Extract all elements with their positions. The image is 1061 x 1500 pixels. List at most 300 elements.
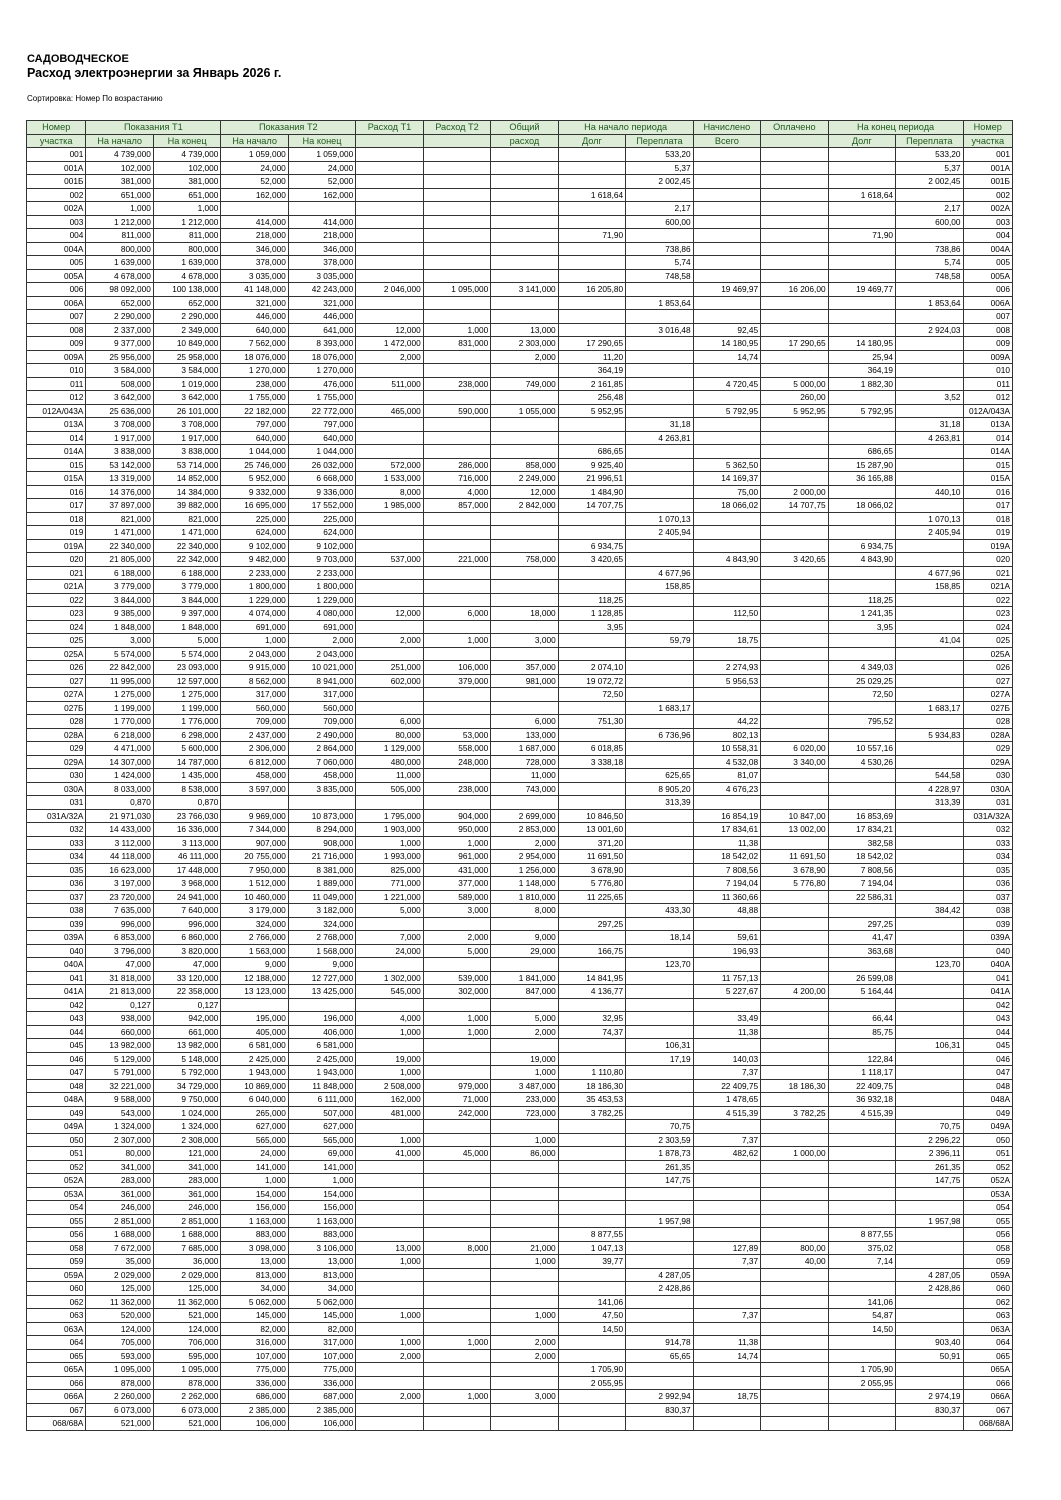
cell-end-overpay bbox=[896, 472, 963, 486]
cell-usage-t1: 465,000 bbox=[356, 404, 423, 418]
cell-usage-t2 bbox=[423, 1322, 490, 1336]
cell-usage-t1: 771,000 bbox=[356, 877, 423, 891]
cell-plot-right: 008 bbox=[963, 323, 1012, 337]
cell-start-overpay bbox=[626, 620, 693, 634]
cell-t2-start: 5 062,000 bbox=[221, 1295, 288, 1309]
cell-t1-end: 652,000 bbox=[153, 296, 220, 310]
cell-start-debt bbox=[558, 161, 625, 175]
cell-usage-t1: 1 993,000 bbox=[356, 850, 423, 864]
cell-t1-start: 22 340,000 bbox=[86, 539, 153, 553]
cell-t2-start: 145,000 bbox=[221, 1309, 288, 1323]
cell-usage-t1 bbox=[356, 1228, 423, 1242]
cell-start-overpay bbox=[626, 404, 693, 418]
cell-usage-t1 bbox=[356, 796, 423, 810]
cell-total: 3,000 bbox=[491, 634, 558, 648]
cell-start-overpay: 123,70 bbox=[626, 958, 693, 972]
cell-t1-end: 1,000 bbox=[153, 202, 220, 216]
cell-t1-start: 508,000 bbox=[86, 377, 153, 391]
cell-start-overpay bbox=[626, 1066, 693, 1080]
cell-start-overpay: 8 905,20 bbox=[626, 782, 693, 796]
cell-t1-start: 3 844,000 bbox=[86, 593, 153, 607]
table-row bbox=[27, 823, 1013, 837]
cell-usage-t1 bbox=[356, 445, 423, 459]
cell-start-overpay bbox=[626, 310, 693, 324]
cell-t2-start: 1 044,000 bbox=[221, 445, 288, 459]
cell-usage-t1: 12,000 bbox=[356, 323, 423, 337]
cell-total: 2 303,000 bbox=[491, 337, 558, 351]
cell-t2-end: 2 043,000 bbox=[288, 647, 355, 661]
cell-t1-start: 23 720,000 bbox=[86, 890, 153, 904]
cell-charged bbox=[693, 1376, 760, 1390]
cell-t2-end: 640,000 bbox=[288, 431, 355, 445]
cell-plot-right: 006А bbox=[963, 296, 1012, 310]
cell-total: 728,000 bbox=[491, 755, 558, 769]
cell-plot-right: 001А bbox=[963, 161, 1012, 175]
report-title: Расход электроэнергии за Январь 2026 г. bbox=[27, 66, 282, 80]
cell-t2-end: 797,000 bbox=[288, 418, 355, 432]
table-row bbox=[27, 688, 1013, 702]
cell-end-overpay bbox=[896, 1228, 963, 1242]
cell-plot-right: 060 bbox=[963, 1282, 1012, 1296]
cell-end-debt bbox=[828, 647, 895, 661]
cell-usage-t2: 3,000 bbox=[423, 904, 490, 918]
cell-usage-t1: 4,000 bbox=[356, 1012, 423, 1026]
table-row bbox=[27, 202, 1013, 216]
cell-t2-start: 324,000 bbox=[221, 917, 288, 931]
cell-start-overpay bbox=[626, 836, 693, 850]
cell-t1-start: 878,000 bbox=[86, 1376, 153, 1390]
cell-total bbox=[491, 1214, 558, 1228]
cell-start-overpay: 313,39 bbox=[626, 796, 693, 810]
cell-t1-end: 12 597,000 bbox=[153, 674, 220, 688]
cell-usage-t2 bbox=[423, 188, 490, 202]
cell-t1-start: 996,000 bbox=[86, 917, 153, 931]
cell-usage-t2 bbox=[423, 1363, 490, 1377]
cell-start-overpay bbox=[626, 985, 693, 999]
cell-usage-t1: 2,000 bbox=[356, 1349, 423, 1363]
table-row bbox=[27, 161, 1013, 175]
cell-end-overpay: 4 263,81 bbox=[896, 431, 963, 445]
cell-t2-start: 13,000 bbox=[221, 1255, 288, 1269]
cell-total: 2 699,000 bbox=[491, 809, 558, 823]
cell-charged: 7,37 bbox=[693, 1309, 760, 1323]
table-row bbox=[27, 701, 1013, 715]
cell-charged bbox=[693, 256, 760, 270]
cell-plot: 026 bbox=[27, 661, 86, 675]
cell-t2-start: 1 059,000 bbox=[221, 148, 288, 162]
cell-paid bbox=[761, 1336, 828, 1350]
cell-usage-t2: 238,000 bbox=[423, 782, 490, 796]
cell-paid bbox=[761, 1268, 828, 1282]
cell-start-debt bbox=[558, 1160, 625, 1174]
cell-end-debt bbox=[828, 1187, 895, 1201]
cell-end-overpay bbox=[896, 337, 963, 351]
cell-paid bbox=[761, 1066, 828, 1080]
cell-start-debt: 1 047,13 bbox=[558, 1241, 625, 1255]
cell-end-debt: 6 934,75 bbox=[828, 539, 895, 553]
cell-total: 18,000 bbox=[491, 607, 558, 621]
cell-start-debt bbox=[558, 215, 625, 229]
subcol-plot-right: участка bbox=[963, 134, 1012, 148]
cell-paid bbox=[761, 418, 828, 432]
cell-t1-end: 1 639,000 bbox=[153, 256, 220, 270]
table-row bbox=[27, 1052, 1013, 1066]
cell-usage-t2 bbox=[423, 215, 490, 229]
cell-t2-start: 346,000 bbox=[221, 242, 288, 256]
cell-end-overpay: 313,39 bbox=[896, 796, 963, 810]
cell-paid: 260,00 bbox=[761, 391, 828, 405]
cell-plot: 064 bbox=[27, 1336, 86, 1350]
cell-start-overpay bbox=[626, 661, 693, 675]
cell-usage-t1: 545,000 bbox=[356, 985, 423, 999]
cell-paid bbox=[761, 1039, 828, 1053]
cell-plot-right: 020 bbox=[963, 553, 1012, 567]
cell-total: 3,000 bbox=[491, 1390, 558, 1404]
cell-start-debt: 47,50 bbox=[558, 1309, 625, 1323]
table-row bbox=[27, 1201, 1013, 1215]
cell-usage-t2 bbox=[423, 1160, 490, 1174]
cell-end-overpay bbox=[896, 458, 963, 472]
table-row bbox=[27, 229, 1013, 243]
cell-t2-end: 507,000 bbox=[288, 1106, 355, 1120]
cell-start-overpay: 600,00 bbox=[626, 215, 693, 229]
cell-t2-end: 2 233,000 bbox=[288, 566, 355, 580]
cell-plot: 054 bbox=[27, 1201, 86, 1215]
cell-total: 2,000 bbox=[491, 350, 558, 364]
cell-t1-start: 9 588,000 bbox=[86, 1093, 153, 1107]
cell-start-overpay bbox=[626, 1309, 693, 1323]
cell-start-debt bbox=[558, 1336, 625, 1350]
cell-t2-start: 1 943,000 bbox=[221, 1066, 288, 1080]
cell-usage-t1: 7,000 bbox=[356, 931, 423, 945]
cell-usage-t1 bbox=[356, 296, 423, 310]
cell-t1-start: 341,000 bbox=[86, 1160, 153, 1174]
cell-paid: 16 206,00 bbox=[761, 283, 828, 297]
cell-t1-start: 80,000 bbox=[86, 1147, 153, 1161]
cell-usage-t1: 2 046,000 bbox=[356, 283, 423, 297]
cell-paid bbox=[761, 715, 828, 729]
cell-usage-t1 bbox=[356, 1187, 423, 1201]
cell-end-debt: 1 118,17 bbox=[828, 1066, 895, 1080]
cell-t2-start: 686,000 bbox=[221, 1390, 288, 1404]
cell-start-debt bbox=[558, 647, 625, 661]
cell-t2-end: 141,000 bbox=[288, 1160, 355, 1174]
cell-plot-right: 054 bbox=[963, 1201, 1012, 1215]
cell-start-overpay bbox=[626, 1228, 693, 1242]
cell-t2-end: 11 848,000 bbox=[288, 1079, 355, 1093]
cell-usage-t2 bbox=[423, 539, 490, 553]
cell-usage-t2: 8,000 bbox=[423, 1241, 490, 1255]
cell-t2-end: 162,000 bbox=[288, 188, 355, 202]
cell-end-overpay: 4 228,97 bbox=[896, 782, 963, 796]
cell-t1-start: 651,000 bbox=[86, 188, 153, 202]
cell-t1-end: 1 688,000 bbox=[153, 1228, 220, 1242]
cell-end-overpay bbox=[896, 1376, 963, 1390]
cell-plot-right: 065А bbox=[963, 1363, 1012, 1377]
cell-paid bbox=[761, 431, 828, 445]
table-row bbox=[27, 958, 1013, 972]
cell-charged bbox=[693, 1214, 760, 1228]
table-row bbox=[27, 472, 1013, 486]
cell-paid bbox=[761, 526, 828, 540]
cell-plot-right: 037 bbox=[963, 890, 1012, 904]
table-row bbox=[27, 850, 1013, 864]
cell-end-overpay: 1 683,17 bbox=[896, 701, 963, 715]
cell-t2-end: 1 044,000 bbox=[288, 445, 355, 459]
cell-t1-end: 361,000 bbox=[153, 1187, 220, 1201]
cell-usage-t1 bbox=[356, 418, 423, 432]
cell-end-overpay bbox=[896, 890, 963, 904]
cell-t1-start: 0,870 bbox=[86, 796, 153, 810]
cell-usage-t1: 1,000 bbox=[356, 836, 423, 850]
cell-plot-right: 026 bbox=[963, 661, 1012, 675]
table-row bbox=[27, 350, 1013, 364]
table-row bbox=[27, 647, 1013, 661]
cell-plot: 022 bbox=[27, 593, 86, 607]
cell-start-overpay bbox=[626, 593, 693, 607]
cell-t1-end: 47,000 bbox=[153, 958, 220, 972]
cell-t2-start: 7 562,000 bbox=[221, 337, 288, 351]
cell-end-debt: 382,58 bbox=[828, 836, 895, 850]
cell-t1-start: 1 095,000 bbox=[86, 1363, 153, 1377]
cell-t1-end: 3 844,000 bbox=[153, 593, 220, 607]
cell-paid bbox=[761, 1403, 828, 1417]
cell-plot: 047 bbox=[27, 1066, 86, 1080]
cell-start-debt: 10 846,50 bbox=[558, 809, 625, 823]
cell-t2-end: 1 943,000 bbox=[288, 1066, 355, 1080]
cell-start-overpay bbox=[626, 890, 693, 904]
cell-usage-t2 bbox=[423, 998, 490, 1012]
cell-t2-start: 34,000 bbox=[221, 1282, 288, 1296]
cell-plot: 019А bbox=[27, 539, 86, 553]
cell-plot-right: 027Б bbox=[963, 701, 1012, 715]
cell-t1-end: 800,000 bbox=[153, 242, 220, 256]
cell-total bbox=[491, 1039, 558, 1053]
cell-end-overpay: 50,91 bbox=[896, 1349, 963, 1363]
cell-plot: 065 bbox=[27, 1349, 86, 1363]
cell-charged bbox=[693, 215, 760, 229]
cell-plot: 048А bbox=[27, 1093, 86, 1107]
cell-end-debt: 364,19 bbox=[828, 364, 895, 378]
cell-end-debt: 54,87 bbox=[828, 1309, 895, 1323]
cell-charged bbox=[693, 1322, 760, 1336]
cell-t2-end: 406,000 bbox=[288, 1025, 355, 1039]
cell-end-debt: 4 843,90 bbox=[828, 553, 895, 567]
cell-t2-start: 4 074,000 bbox=[221, 607, 288, 621]
cell-t2-end: 1 059,000 bbox=[288, 148, 355, 162]
cell-t1-end: 3 838,000 bbox=[153, 445, 220, 459]
cell-total: 1 256,000 bbox=[491, 863, 558, 877]
cell-charged bbox=[693, 701, 760, 715]
cell-paid: 5 000,00 bbox=[761, 377, 828, 391]
cell-t1-start: 1 471,000 bbox=[86, 526, 153, 540]
cell-t2-end: 12 727,000 bbox=[288, 971, 355, 985]
cell-t1-start: 11 362,000 bbox=[86, 1295, 153, 1309]
cell-end-overpay bbox=[896, 188, 963, 202]
table-row bbox=[27, 1133, 1013, 1147]
cell-t1-end: 7 640,000 bbox=[153, 904, 220, 918]
cell-plot-right: 040А bbox=[963, 958, 1012, 972]
cell-start-debt: 32,95 bbox=[558, 1012, 625, 1026]
cell-t2-start: 709,000 bbox=[221, 715, 288, 729]
cell-t2-end: 2 864,000 bbox=[288, 742, 355, 756]
cell-start-debt bbox=[558, 1214, 625, 1228]
cell-start-debt: 14 841,95 bbox=[558, 971, 625, 985]
cell-charged: 17 834,61 bbox=[693, 823, 760, 837]
cell-plot: 041 bbox=[27, 971, 86, 985]
cell-usage-t1 bbox=[356, 539, 423, 553]
cell-t1-end: 2 851,000 bbox=[153, 1214, 220, 1228]
cell-t1-start: 9 377,000 bbox=[86, 337, 153, 351]
cell-t2-start: 640,000 bbox=[221, 323, 288, 337]
cell-t2-start: 16 695,000 bbox=[221, 499, 288, 513]
cell-t2-end: 69,000 bbox=[288, 1147, 355, 1161]
cell-start-overpay bbox=[626, 229, 693, 243]
cell-total bbox=[491, 202, 558, 216]
cell-t1-start: 3 708,000 bbox=[86, 418, 153, 432]
cell-paid bbox=[761, 364, 828, 378]
cell-usage-t1: 6,000 bbox=[356, 715, 423, 729]
cell-end-overpay bbox=[896, 1052, 963, 1066]
cell-end-debt: 7,14 bbox=[828, 1255, 895, 1269]
cell-plot: 030А bbox=[27, 782, 86, 796]
cell-start-debt: 72,50 bbox=[558, 688, 625, 702]
cell-t2-start: 446,000 bbox=[221, 310, 288, 324]
cell-usage-t1: 511,000 bbox=[356, 377, 423, 391]
electricity-table bbox=[26, 120, 1013, 1431]
cell-plot-right: 030А bbox=[963, 782, 1012, 796]
cell-usage-t2 bbox=[423, 1133, 490, 1147]
cell-total bbox=[491, 580, 558, 594]
cell-start-overpay: 1 683,17 bbox=[626, 701, 693, 715]
cell-t1-start: 520,000 bbox=[86, 1309, 153, 1323]
cell-end-debt: 1 882,30 bbox=[828, 377, 895, 391]
table-row bbox=[27, 890, 1013, 904]
cell-usage-t2 bbox=[423, 1349, 490, 1363]
cell-plot-right: 063 bbox=[963, 1309, 1012, 1323]
cell-t1-end: 811,000 bbox=[153, 229, 220, 243]
table-row bbox=[27, 1160, 1013, 1174]
cell-usage-t1: 11,000 bbox=[356, 769, 423, 783]
cell-usage-t2 bbox=[423, 242, 490, 256]
cell-usage-t1: 251,000 bbox=[356, 661, 423, 675]
table-row bbox=[27, 445, 1013, 459]
cell-charged: 59,61 bbox=[693, 931, 760, 945]
cell-t1-start: 1,000 bbox=[86, 202, 153, 216]
cell-t2-start: 2 766,000 bbox=[221, 931, 288, 945]
cell-start-overpay bbox=[626, 472, 693, 486]
subcol-end-debt: Долг bbox=[828, 134, 895, 148]
cell-t2-end: 6 668,000 bbox=[288, 472, 355, 486]
cell-usage-t2: 590,000 bbox=[423, 404, 490, 418]
table-row bbox=[27, 661, 1013, 675]
cell-paid: 1 000,00 bbox=[761, 1147, 828, 1161]
cell-plot-right: 051 bbox=[963, 1147, 1012, 1161]
cell-total: 3 487,000 bbox=[491, 1079, 558, 1093]
cell-paid: 10 847,00 bbox=[761, 809, 828, 823]
cell-t2-start: 1 229,000 bbox=[221, 593, 288, 607]
cell-charged bbox=[693, 1282, 760, 1296]
subcol-usage-t1 bbox=[356, 134, 423, 148]
cell-charged: 5 227,67 bbox=[693, 985, 760, 999]
cell-usage-t2: 1,000 bbox=[423, 323, 490, 337]
cell-t2-end: 414,000 bbox=[288, 215, 355, 229]
cell-usage-t2: 1,000 bbox=[423, 1025, 490, 1039]
cell-end-debt bbox=[828, 526, 895, 540]
cell-usage-t2: 4,000 bbox=[423, 485, 490, 499]
cell-usage-t1: 41,000 bbox=[356, 1147, 423, 1161]
cell-t1-start: 6 073,000 bbox=[86, 1403, 153, 1417]
cell-t2-end: 4 080,000 bbox=[288, 607, 355, 621]
cell-t1-end: 996,000 bbox=[153, 917, 220, 931]
cell-t1-start: 361,000 bbox=[86, 1187, 153, 1201]
cell-usage-t2: 286,000 bbox=[423, 458, 490, 472]
cell-charged: 196,93 bbox=[693, 944, 760, 958]
cell-plot: 011 bbox=[27, 377, 86, 391]
cell-start-overpay: 914,78 bbox=[626, 1336, 693, 1350]
cell-plot: 049А bbox=[27, 1120, 86, 1134]
cell-charged bbox=[693, 148, 760, 162]
cell-t2-start: 9 482,000 bbox=[221, 553, 288, 567]
cell-usage-t2 bbox=[423, 1403, 490, 1417]
cell-usage-t1 bbox=[356, 229, 423, 243]
cell-plot: 024 bbox=[27, 620, 86, 634]
table-row bbox=[27, 1187, 1013, 1201]
cell-paid bbox=[761, 944, 828, 958]
table-row bbox=[27, 458, 1013, 472]
cell-usage-t1: 2,000 bbox=[356, 634, 423, 648]
cell-t2-end: 565,000 bbox=[288, 1133, 355, 1147]
cell-usage-t1 bbox=[356, 1282, 423, 1296]
cell-plot-right: 035 bbox=[963, 863, 1012, 877]
cell-t2-start: 154,000 bbox=[221, 1187, 288, 1201]
cell-total bbox=[491, 1322, 558, 1336]
cell-usage-t1 bbox=[356, 1417, 423, 1431]
cell-plot-right: 021 bbox=[963, 566, 1012, 580]
cell-end-overpay: 384,42 bbox=[896, 904, 963, 918]
cell-total bbox=[491, 1160, 558, 1174]
cell-t1-end: 6 860,000 bbox=[153, 931, 220, 945]
cell-usage-t1 bbox=[356, 188, 423, 202]
cell-start-debt bbox=[558, 1268, 625, 1282]
cell-t2-start: 3 597,000 bbox=[221, 782, 288, 796]
cell-start-debt bbox=[558, 1133, 625, 1147]
cell-charged bbox=[693, 202, 760, 216]
cell-t2-end: 8 294,000 bbox=[288, 823, 355, 837]
cell-total: 19,000 bbox=[491, 1052, 558, 1066]
cell-t2-end: 107,000 bbox=[288, 1349, 355, 1363]
cell-total bbox=[491, 796, 558, 810]
cell-paid: 18 186,30 bbox=[761, 1079, 828, 1093]
cell-usage-t2 bbox=[423, 620, 490, 634]
cell-start-overpay bbox=[626, 391, 693, 405]
cell-t2-end: 883,000 bbox=[288, 1228, 355, 1242]
cell-plot: 056 bbox=[27, 1228, 86, 1242]
cell-start-overpay bbox=[626, 445, 693, 459]
cell-t2-start: 7 344,000 bbox=[221, 823, 288, 837]
cell-t2-start: 20 755,000 bbox=[221, 850, 288, 864]
table-row bbox=[27, 674, 1013, 688]
cell-t1-start: 6 188,000 bbox=[86, 566, 153, 580]
cell-t1-start: 821,000 bbox=[86, 512, 153, 526]
cell-total: 1,000 bbox=[491, 1309, 558, 1323]
cell-usage-t2 bbox=[423, 1268, 490, 1282]
cell-start-overpay bbox=[626, 485, 693, 499]
cell-t2-end: 8 393,000 bbox=[288, 337, 355, 351]
cell-usage-t2: 53,000 bbox=[423, 728, 490, 742]
cell-plot-right: 068/68А bbox=[963, 1417, 1012, 1431]
cell-end-overpay: 5,74 bbox=[896, 256, 963, 270]
